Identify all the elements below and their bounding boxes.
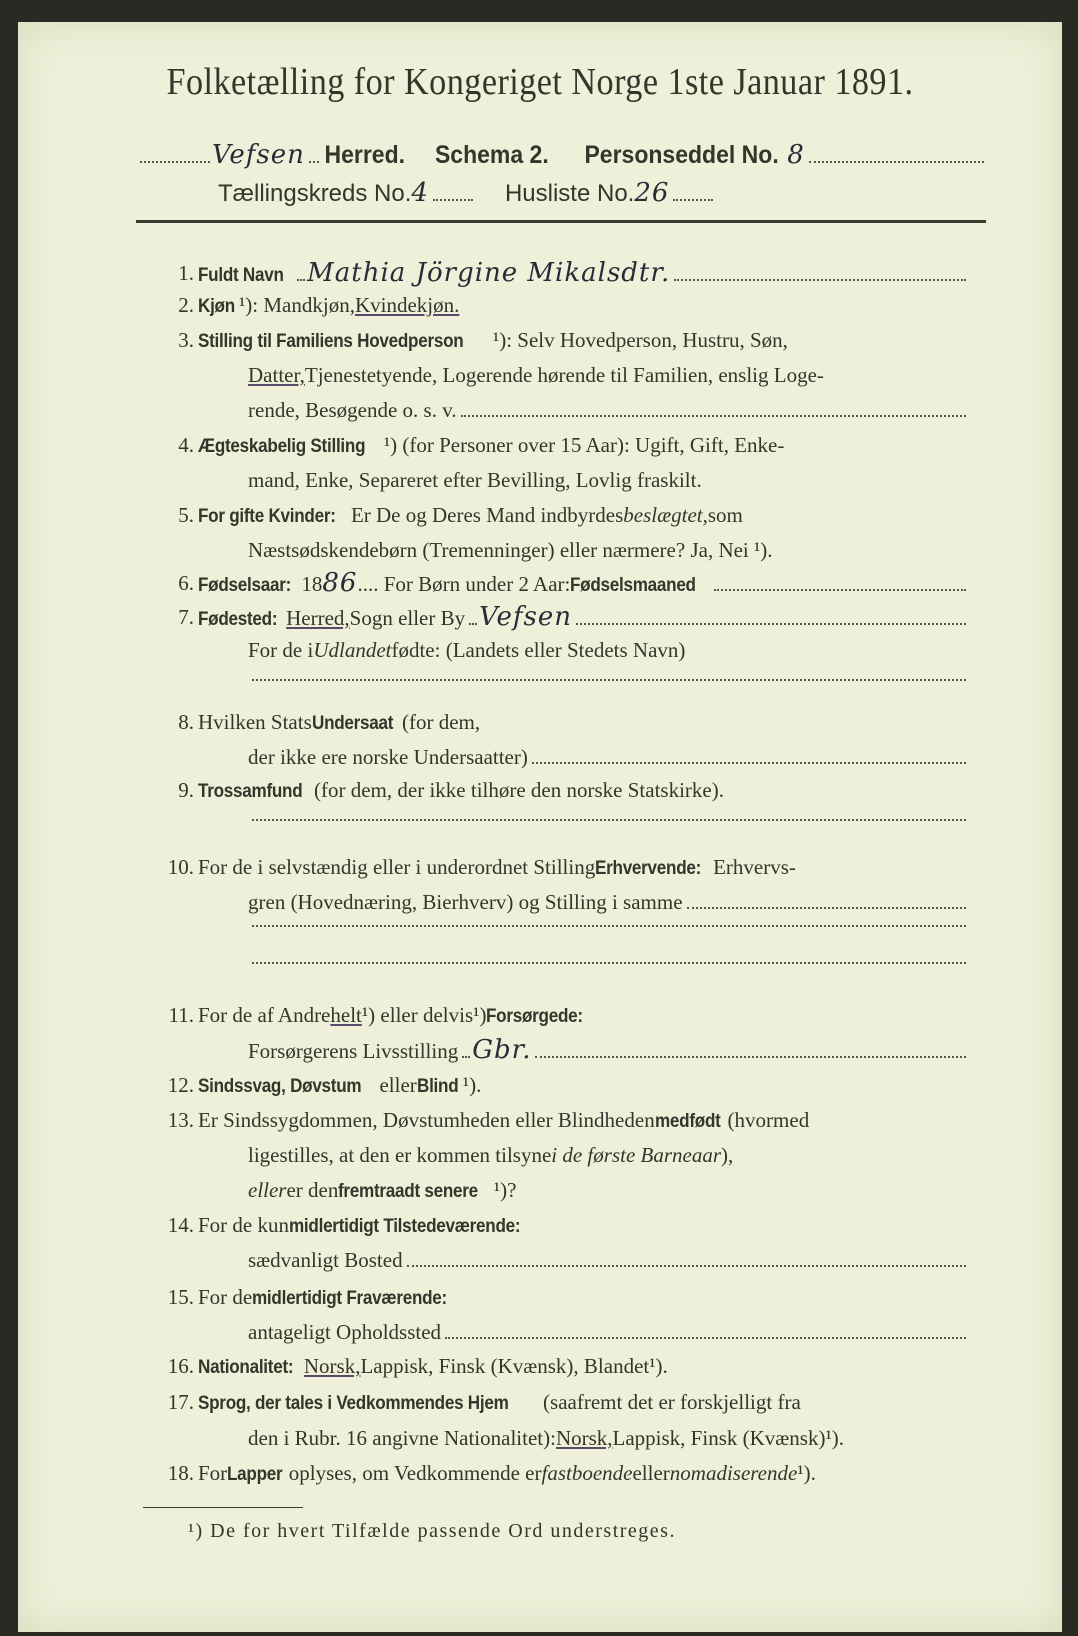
form-text: Hvilken Stats — [198, 710, 312, 734]
form-text: Undersaat — [311, 713, 393, 734]
item-3-line — [198, 327, 968, 355]
item-3-line — [248, 362, 968, 388]
form-text: (for dem, — [401, 710, 481, 734]
item-15-line — [248, 1319, 968, 1345]
form-text: er den — [286, 1178, 339, 1202]
handwritten-entry: Vefsen — [479, 602, 573, 632]
item-number: 16. — [167, 1354, 194, 1378]
item-7-line — [248, 637, 968, 663]
form-text: eller — [248, 1178, 287, 1202]
form-text: ligestilles, at den er kommen tilsyne — [248, 1143, 552, 1167]
handwritten-entry: Mathia Jörgine Mikalsdtr. — [307, 258, 671, 288]
form-text: ¹) (for Personer over 15 Aar): Ugift, Gift, Enke- — [383, 433, 785, 457]
item-number: 14. — [167, 1213, 194, 1237]
form-text: helt — [330, 1003, 362, 1027]
dotted-fill-line — [252, 962, 966, 964]
form-text: Erhvervs- — [713, 855, 796, 879]
dots — [433, 199, 473, 201]
form-text: sædvanligt Bosted — [248, 1248, 403, 1272]
item-number: 11. — [168, 1003, 194, 1027]
item-number: 8. — [178, 710, 194, 734]
form-text: ¹)? — [493, 1178, 517, 1202]
item-number: 1. — [178, 261, 194, 285]
dotted-fill-line — [445, 1337, 966, 1339]
form-text: midlertidigt Tilstedeværende: — [289, 1216, 521, 1237]
census-form-paper — [18, 22, 1062, 1632]
form-text: Forsørgerens Livsstilling — [248, 1039, 459, 1063]
item-9-line — [198, 777, 968, 805]
form-text: Fødested: — [198, 609, 278, 630]
dotted-fill-line — [462, 1056, 470, 1058]
herred-line — [136, 140, 986, 170]
form-text: 18 — [301, 572, 323, 596]
item-number: 18. — [167, 1461, 194, 1485]
item-8-line — [248, 744, 968, 770]
form-text: For de af Andre — [198, 1003, 331, 1027]
item-number: 17. — [167, 1390, 194, 1414]
item-7-line — [198, 604, 968, 633]
dotted-fill-line — [532, 762, 966, 764]
form-text: gren (Hovednæring, Bierhverv) og Stilling i samme — [248, 890, 683, 914]
form-text: For de i — [248, 638, 314, 662]
item-10-line — [198, 854, 968, 882]
item-number: 12. — [167, 1073, 194, 1097]
dotted-fill-line — [252, 925, 966, 927]
footnote: ¹) De for hvert Tilfælde passende Ord understreges. — [188, 1520, 676, 1542]
item-10-line — [248, 889, 968, 915]
item-6-line — [198, 570, 968, 599]
form-text: Trossamfund — [198, 781, 303, 802]
form-text: mand, Enke, Separeret efter Bevilling, Lovlig fraskilt. — [248, 468, 702, 492]
dots — [309, 161, 319, 163]
form-text: antageligt Opholdssted — [248, 1320, 442, 1344]
item-2-line — [198, 292, 968, 320]
dotted-fill-line — [674, 279, 966, 281]
form-text: medfødt — [654, 1111, 721, 1132]
form-text: (saafremt det er forskjelligt fra — [543, 1390, 801, 1414]
taellingskreds-value: 4 — [411, 178, 429, 208]
form-text: ¹). — [462, 1073, 482, 1097]
form-text: Lappisk, Finsk (Kvænsk), Blandet¹). — [360, 1354, 668, 1378]
form-text: Fødselsaar: — [198, 575, 292, 596]
herred-value: Vefsen — [212, 140, 305, 170]
form-text: midlertidigt Fraværende: — [252, 1288, 448, 1309]
form-text: fastboende — [541, 1461, 633, 1485]
item-14-line — [248, 1247, 968, 1273]
dotted-fill-line — [297, 279, 305, 281]
dotted-fill-line — [461, 415, 966, 417]
form-text: Tjenestetyende, Logerende hørende til Familien, enslig Loge- — [304, 363, 824, 387]
item-16-line — [198, 1353, 968, 1381]
item-4-line — [198, 432, 968, 460]
form-text: Fødselsmaaned — [570, 575, 697, 596]
form-text: Lapper — [227, 1464, 283, 1485]
item-8-line — [198, 709, 968, 737]
dotted-fill-line — [469, 623, 477, 625]
form-text: fødte: (Landets eller Stedets Navn) — [391, 638, 686, 662]
form-text: ¹) eller delvis¹) — [361, 1003, 487, 1027]
form-text: Sindssvag, Døvstum — [198, 1076, 362, 1097]
dotted-fill-line — [576, 623, 966, 625]
item-17-line — [248, 1425, 968, 1451]
form-text: Erhvervende: — [595, 858, 702, 879]
dotted-fill-line — [252, 679, 966, 681]
form-text: Blind — [416, 1076, 459, 1097]
taellingskreds-line — [218, 178, 715, 208]
form-text: Kvindekjøn. — [354, 293, 460, 317]
form-text: som — [707, 503, 743, 527]
dotted-fill-line — [252, 819, 966, 821]
personseddel-value: 8 — [787, 140, 805, 170]
item-1-line — [198, 260, 968, 289]
item-number: 4. — [178, 433, 194, 457]
item-13-line — [248, 1142, 968, 1168]
item-13-line — [248, 1177, 968, 1205]
dotted-fill-line — [714, 589, 966, 591]
form-text: (hvormed — [727, 1108, 810, 1132]
footnote-rule — [143, 1507, 303, 1508]
form-text: Sogn eller By — [349, 606, 466, 630]
form-text: nomadiserende — [669, 1461, 798, 1485]
item-number: 2. — [178, 293, 194, 317]
item-7-line — [248, 679, 968, 686]
form-text: Datter, — [248, 363, 305, 387]
form-text: Fuldt Navn — [198, 265, 284, 286]
form-text: Forsørgede: — [486, 1006, 584, 1027]
taellingskreds-label: Tællingskreds No. — [218, 180, 412, 207]
form-text: Kjøn — [198, 296, 235, 317]
item-number: 6. — [178, 571, 194, 595]
form-text: rende, Besøgende o. s. v. — [248, 398, 457, 422]
form-text: Norsk, — [303, 1354, 361, 1378]
form-text: beslægtet, — [623, 503, 708, 527]
personseddel-label: Personseddel No. — [584, 141, 779, 169]
item-number: 9. — [178, 778, 194, 802]
form-text: Herred, — [286, 606, 350, 630]
dots — [809, 161, 984, 163]
item-12-line — [198, 1072, 968, 1100]
item-4-line — [248, 467, 968, 493]
form-text: ¹): Mandkjøn, — [239, 293, 355, 317]
dotted-fill-line — [687, 907, 966, 909]
item-number: 10. — [167, 855, 194, 879]
dotted-fill-line — [535, 1056, 966, 1058]
form-text: i de første Barneaar — [551, 1143, 722, 1167]
form-text: eller — [379, 1073, 417, 1097]
form-text: Nationalitet: — [198, 1357, 294, 1378]
item-11-line — [248, 1037, 968, 1064]
item-13-line — [198, 1107, 968, 1135]
form-text: fremtraadt senere — [338, 1181, 479, 1202]
item-5-line — [198, 502, 968, 530]
item-3-line — [248, 397, 968, 423]
herred-label: Herred. — [324, 141, 405, 169]
form-text: For — [198, 1461, 228, 1485]
herred-dots — [140, 161, 210, 163]
header-rule — [136, 220, 986, 223]
form-text: For de — [198, 1285, 253, 1309]
item-18-line — [198, 1460, 968, 1488]
item-number: 7. — [178, 605, 194, 629]
form-text: oplyses, om Vedkommende er — [288, 1461, 542, 1485]
item-11-line — [198, 1002, 968, 1030]
item-number: 13. — [167, 1108, 194, 1132]
form-text: Sprog, der tales i Vedkommendes Hjem — [198, 1393, 509, 1414]
form-text: Norsk, — [555, 1426, 613, 1450]
husliste-value: 26 — [634, 178, 670, 208]
handwritten-entry: 86 — [322, 568, 358, 598]
form-text: Næstsødskendebørn (Tremenninger) eller nærmere? Ja, Nei ¹). — [248, 538, 773, 562]
form-text: Lappisk, Finsk (Kvænsk)¹). — [612, 1426, 844, 1450]
item-5-line — [248, 537, 968, 563]
form-text: ¹): Selv Hovedperson, Hustru, Søn, — [492, 328, 788, 352]
form-text: .... For Børn under 2 Aar: — [357, 572, 571, 596]
form-text: eller — [632, 1461, 670, 1485]
form-text: den i Rubr. 16 angivne Nationalitet): — [248, 1426, 556, 1450]
dotted-fill-line — [407, 1265, 966, 1267]
form-text: Udlandet — [313, 638, 392, 662]
form-text: Er Sindssygdommen, Døvstumheden eller Blindheden — [198, 1108, 655, 1132]
item-number: 15. — [167, 1285, 194, 1309]
schema-label: Schema 2. — [435, 141, 550, 169]
item-number: 5. — [178, 503, 194, 527]
form-text: der ikke ere norske Undersaatter) — [248, 745, 528, 769]
husliste-label: Husliste No. — [504, 180, 635, 207]
form-text: Er De og Deres Mand indbyrdes — [350, 503, 624, 527]
form-text: For gifte Kvinder: — [198, 506, 336, 527]
form-text: ¹). — [797, 1461, 816, 1485]
handwritten-entry: Gbr. — [472, 1035, 532, 1065]
form-text: ), — [721, 1143, 734, 1167]
form-text: (for dem, der ikke tilhøre den norske Statskirke). — [314, 778, 724, 802]
item-14-line — [198, 1212, 968, 1240]
form-text: Stilling til Familiens Hovedperson — [198, 331, 464, 352]
item-17-line — [198, 1389, 968, 1417]
item-15-line — [198, 1284, 968, 1312]
dots — [673, 199, 713, 201]
form-title: Folketælling for Kongeriget Norge 1ste Januar 1891. — [166, 61, 914, 103]
item-10-line — [248, 925, 968, 932]
item-10-line — [248, 962, 968, 969]
item-9-line — [248, 819, 968, 826]
form-text: Ægteskabelig Stilling — [198, 436, 366, 457]
form-text: For de kun — [198, 1213, 289, 1237]
item-number: 3. — [178, 328, 194, 352]
form-text: For de i selvstændig eller i underordnet Stilling — [198, 855, 596, 879]
